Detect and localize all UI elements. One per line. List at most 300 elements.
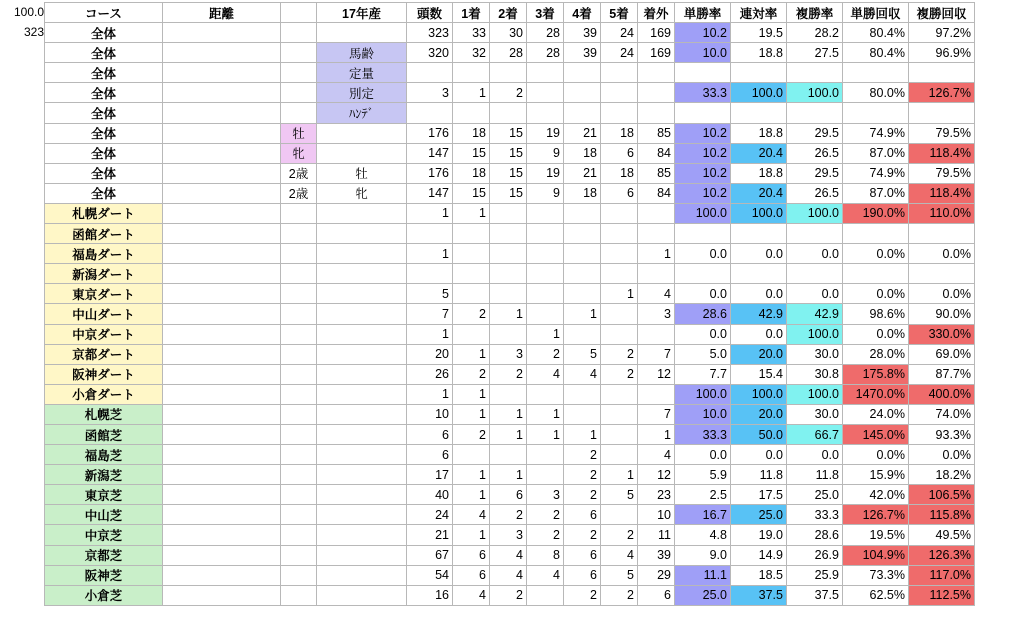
out-cell xyxy=(638,83,675,103)
second-cell: 15 xyxy=(490,143,527,163)
win-return-cell: 0.0% xyxy=(843,445,909,465)
win-return-cell: 28.0% xyxy=(843,344,909,364)
out-cell: 85 xyxy=(638,163,675,183)
fifth-cell: 2 xyxy=(601,364,638,384)
win-rate-cell: 25.0 xyxy=(675,585,731,605)
first-cell: 18 xyxy=(453,123,490,143)
win-return-cell: 62.5% xyxy=(843,585,909,605)
out-cell: 85 xyxy=(638,123,675,143)
win-return-cell: 80.4% xyxy=(843,43,909,63)
second-cell: 15 xyxy=(490,163,527,183)
fifth-cell xyxy=(601,264,638,284)
fourth-cell xyxy=(564,63,601,83)
win-rate-cell: 100.0 xyxy=(675,203,731,223)
first-cell: 1 xyxy=(453,485,490,505)
course-cell: 全体 xyxy=(45,23,163,43)
count-cell xyxy=(407,63,453,83)
out-cell: 4 xyxy=(638,284,675,304)
table-row xyxy=(45,505,975,525)
count-cell: 176 xyxy=(407,163,453,183)
col-count-header: 頭数 xyxy=(407,3,453,23)
distance-cell xyxy=(163,585,281,605)
count-cell: 5 xyxy=(407,284,453,304)
side-label-count: 323 xyxy=(23,25,44,39)
win-rate-cell: 10.2 xyxy=(675,183,731,203)
win-rate-cell: 10.2 xyxy=(675,23,731,43)
fourth-cell: 21 xyxy=(564,123,601,143)
third-cell: 19 xyxy=(527,163,564,183)
distance-cell xyxy=(163,364,281,384)
course-cell: 札幌ダート xyxy=(45,203,163,223)
show-return-cell: 400.0% xyxy=(909,384,975,404)
third-cell: 19 xyxy=(527,123,564,143)
show-return-cell: 110.0% xyxy=(909,203,975,223)
count-cell: 176 xyxy=(407,123,453,143)
distance-cell xyxy=(163,83,281,103)
show-return-cell: 112.5% xyxy=(909,585,975,605)
fifth-cell: 5 xyxy=(601,485,638,505)
show-rate-cell: 0.0 xyxy=(787,244,843,264)
second-cell xyxy=(490,203,527,223)
course-cell: 中京ダート xyxy=(45,324,163,344)
fourth-cell: 2 xyxy=(564,525,601,545)
out-cell xyxy=(638,224,675,244)
place-rate-cell xyxy=(731,63,787,83)
place-rate-cell: 18.8 xyxy=(731,43,787,63)
win-return-cell xyxy=(843,103,909,123)
second-cell xyxy=(490,224,527,244)
table-row xyxy=(45,203,975,223)
count-cell: 3 xyxy=(407,83,453,103)
place-rate-cell: 18.5 xyxy=(731,565,787,585)
fifth-cell: 2 xyxy=(601,585,638,605)
distance-cell xyxy=(163,43,281,63)
condition-cell: 馬齢 xyxy=(317,43,407,63)
second-cell: 2 xyxy=(490,505,527,525)
blank-cell xyxy=(281,585,317,605)
win-rate-cell: 10.2 xyxy=(675,123,731,143)
blank-cell xyxy=(281,83,317,103)
win-return-cell: 98.6% xyxy=(843,304,909,324)
col-distance-header: 距離 xyxy=(163,3,281,23)
condition-cell xyxy=(317,143,407,163)
fifth-cell xyxy=(601,63,638,83)
first-cell: 2 xyxy=(453,424,490,444)
third-cell xyxy=(527,244,564,264)
win-return-cell: 190.0% xyxy=(843,203,909,223)
fourth-cell xyxy=(564,264,601,284)
table-row xyxy=(45,404,975,424)
count-cell: 26 xyxy=(407,364,453,384)
distance-cell xyxy=(163,123,281,143)
show-rate-cell: 27.5 xyxy=(787,43,843,63)
second-cell: 28 xyxy=(490,43,527,63)
condition-cell: 別定 xyxy=(317,83,407,103)
blank-cell xyxy=(281,505,317,525)
fifth-cell: 1 xyxy=(601,284,638,304)
show-return-cell: 126.7% xyxy=(909,83,975,103)
fourth-cell: 18 xyxy=(564,183,601,203)
show-return-cell: 74.0% xyxy=(909,404,975,424)
col-out-header: 着外 xyxy=(638,3,675,23)
table-row xyxy=(45,485,975,505)
course-cell: 京都ダート xyxy=(45,344,163,364)
table-row xyxy=(45,384,975,404)
win-return-cell: 80.0% xyxy=(843,83,909,103)
condition-cell xyxy=(317,424,407,444)
table-row xyxy=(45,123,975,143)
table-row xyxy=(45,284,975,304)
condition-cell xyxy=(317,545,407,565)
table-row xyxy=(45,143,975,163)
fourth-cell: 39 xyxy=(564,43,601,63)
second-cell: 1 xyxy=(490,404,527,424)
third-cell: 1 xyxy=(527,324,564,344)
fourth-cell: 6 xyxy=(564,565,601,585)
first-cell: 2 xyxy=(453,304,490,324)
table-row xyxy=(45,465,975,485)
blank-cell xyxy=(281,284,317,304)
out-cell xyxy=(638,103,675,123)
fourth-cell xyxy=(564,203,601,223)
fifth-cell: 24 xyxy=(601,43,638,63)
count-cell: 7 xyxy=(407,304,453,324)
table-row xyxy=(45,324,975,344)
win-rate-cell: 5.9 xyxy=(675,465,731,485)
table-row xyxy=(45,264,975,284)
out-cell xyxy=(638,264,675,284)
show-rate-cell: 30.0 xyxy=(787,344,843,364)
col-3rd-header: 3着 xyxy=(527,3,564,23)
show-return-cell: 330.0% xyxy=(909,324,975,344)
out-cell xyxy=(638,63,675,83)
second-cell: 3 xyxy=(490,525,527,545)
distance-cell xyxy=(163,424,281,444)
win-rate-cell: 10.0 xyxy=(675,43,731,63)
show-return-cell: 87.7% xyxy=(909,364,975,384)
distance-cell xyxy=(163,304,281,324)
course-cell: 全体 xyxy=(45,143,163,163)
fifth-cell xyxy=(601,244,638,264)
place-rate-cell: 100.0 xyxy=(731,203,787,223)
count-cell: 1 xyxy=(407,244,453,264)
show-return-cell xyxy=(909,63,975,83)
win-return-cell: 1470.0% xyxy=(843,384,909,404)
place-rate-cell xyxy=(731,224,787,244)
show-return-cell: 118.4% xyxy=(909,143,975,163)
show-return-cell: 0.0% xyxy=(909,284,975,304)
first-cell xyxy=(453,324,490,344)
win-return-cell: 74.9% xyxy=(843,123,909,143)
fourth-cell: 1 xyxy=(564,424,601,444)
course-cell: 東京ダート xyxy=(45,284,163,304)
distance-cell xyxy=(163,224,281,244)
show-rate-cell: 29.5 xyxy=(787,123,843,143)
second-cell xyxy=(490,103,527,123)
condition-cell xyxy=(317,304,407,324)
win-return-cell: 74.9% xyxy=(843,163,909,183)
place-rate-cell: 0.0 xyxy=(731,284,787,304)
fourth-cell xyxy=(564,83,601,103)
out-cell: 84 xyxy=(638,183,675,203)
out-cell: 12 xyxy=(638,364,675,384)
distance-cell xyxy=(163,485,281,505)
fourth-cell: 2 xyxy=(564,485,601,505)
second-cell: 2 xyxy=(490,585,527,605)
fifth-cell xyxy=(601,103,638,123)
show-return-cell: 79.5% xyxy=(909,123,975,143)
win-return-cell: 0.0% xyxy=(843,284,909,304)
first-cell: 1 xyxy=(453,465,490,485)
second-cell xyxy=(490,445,527,465)
header-row xyxy=(45,3,975,23)
out-cell xyxy=(638,324,675,344)
second-cell: 1 xyxy=(490,304,527,324)
fourth-cell xyxy=(564,384,601,404)
place-rate-cell xyxy=(731,103,787,123)
show-rate-cell: 42.9 xyxy=(787,304,843,324)
win-rate-cell: 7.7 xyxy=(675,364,731,384)
place-rate-cell: 20.0 xyxy=(731,404,787,424)
col-4th-header: 4着 xyxy=(564,3,601,23)
condition-cell: 定量 xyxy=(317,63,407,83)
blank-cell xyxy=(281,485,317,505)
out-cell: 12 xyxy=(638,465,675,485)
place-rate-cell: 50.0 xyxy=(731,424,787,444)
fifth-cell: 6 xyxy=(601,143,638,163)
count-cell: 16 xyxy=(407,585,453,605)
win-return-cell: 145.0% xyxy=(843,424,909,444)
place-rate-cell: 19.0 xyxy=(731,525,787,545)
out-cell: 3 xyxy=(638,304,675,324)
col-show-return-header: 複勝回収 xyxy=(909,3,975,23)
place-rate-cell: 0.0 xyxy=(731,244,787,264)
count-cell: 17 xyxy=(407,465,453,485)
fourth-cell xyxy=(564,404,601,424)
show-rate-cell: 100.0 xyxy=(787,324,843,344)
first-cell: 2 xyxy=(453,364,490,384)
fifth-cell xyxy=(601,404,638,424)
show-rate-cell: 26.5 xyxy=(787,183,843,203)
condition-cell xyxy=(317,244,407,264)
place-rate-cell: 14.9 xyxy=(731,545,787,565)
place-rate-cell: 42.9 xyxy=(731,304,787,324)
win-rate-cell: 28.6 xyxy=(675,304,731,324)
third-cell xyxy=(527,384,564,404)
place-rate-cell: 100.0 xyxy=(731,83,787,103)
show-rate-cell: 25.9 xyxy=(787,565,843,585)
course-cell: 阪神ダート xyxy=(45,364,163,384)
first-cell: 6 xyxy=(453,565,490,585)
condition-cell: 牡 xyxy=(317,163,407,183)
show-return-cell xyxy=(909,103,975,123)
condition-cell xyxy=(317,224,407,244)
distance-cell xyxy=(163,143,281,163)
count-cell: 67 xyxy=(407,545,453,565)
out-cell: 23 xyxy=(638,485,675,505)
second-cell: 1 xyxy=(490,424,527,444)
second-cell: 4 xyxy=(490,565,527,585)
out-cell xyxy=(638,384,675,404)
show-return-cell: 49.5% xyxy=(909,525,975,545)
third-cell: 9 xyxy=(527,143,564,163)
course-cell: 全体 xyxy=(45,103,163,123)
blank-cell xyxy=(281,465,317,485)
count-cell: 54 xyxy=(407,565,453,585)
second-cell: 3 xyxy=(490,344,527,364)
win-rate-cell: 0.0 xyxy=(675,244,731,264)
course-cell: 全体 xyxy=(45,83,163,103)
out-cell: 4 xyxy=(638,445,675,465)
fourth-cell: 21 xyxy=(564,163,601,183)
fourth-cell xyxy=(564,103,601,123)
out-cell: 84 xyxy=(638,143,675,163)
win-return-cell: 87.0% xyxy=(843,143,909,163)
fourth-cell: 2 xyxy=(564,585,601,605)
blank-cell xyxy=(281,525,317,545)
condition-cell xyxy=(317,565,407,585)
fourth-cell xyxy=(564,324,601,344)
table-row xyxy=(45,364,975,384)
condition-cell xyxy=(317,284,407,304)
win-return-cell: 175.8% xyxy=(843,364,909,384)
first-cell: 15 xyxy=(453,143,490,163)
show-return-cell: 106.5% xyxy=(909,485,975,505)
out-cell: 39 xyxy=(638,545,675,565)
win-rate-cell: 4.8 xyxy=(675,525,731,545)
third-cell: 28 xyxy=(527,43,564,63)
win-return-cell: 73.3% xyxy=(843,565,909,585)
count-cell xyxy=(407,264,453,284)
table-row xyxy=(45,244,975,264)
distance-cell xyxy=(163,445,281,465)
place-rate-cell xyxy=(731,264,787,284)
fourth-cell: 1 xyxy=(564,304,601,324)
win-return-cell: 15.9% xyxy=(843,465,909,485)
show-rate-cell: 11.8 xyxy=(787,465,843,485)
condition-cell xyxy=(317,465,407,485)
blank-cell xyxy=(281,203,317,223)
count-cell: 24 xyxy=(407,505,453,525)
win-rate-cell: 33.3 xyxy=(675,424,731,444)
count-cell: 147 xyxy=(407,143,453,163)
first-cell xyxy=(453,445,490,465)
fourth-cell: 6 xyxy=(564,545,601,565)
first-cell: 1 xyxy=(453,203,490,223)
count-cell: 147 xyxy=(407,183,453,203)
blank-cell xyxy=(281,364,317,384)
first-cell: 1 xyxy=(453,404,490,424)
course-cell: 新潟ダート xyxy=(45,264,163,284)
condition-cell xyxy=(317,445,407,465)
out-cell: 6 xyxy=(638,585,675,605)
third-cell xyxy=(527,304,564,324)
blank-cell xyxy=(281,545,317,565)
table-row xyxy=(45,163,975,183)
win-rate-cell: 100.0 xyxy=(675,384,731,404)
third-cell: 1 xyxy=(527,424,564,444)
fifth-cell: 1 xyxy=(601,465,638,485)
first-cell xyxy=(453,284,490,304)
first-cell: 18 xyxy=(453,163,490,183)
win-return-cell: 104.9% xyxy=(843,545,909,565)
course-cell: 全体 xyxy=(45,123,163,143)
condition-cell xyxy=(317,324,407,344)
first-cell: 1 xyxy=(453,525,490,545)
col-condition-header: 17年産 xyxy=(317,3,407,23)
blank-cell xyxy=(281,424,317,444)
place-rate-cell: 25.0 xyxy=(731,505,787,525)
third-cell xyxy=(527,63,564,83)
show-rate-cell: 30.0 xyxy=(787,404,843,424)
place-rate-cell: 0.0 xyxy=(731,445,787,465)
fourth-cell: 2 xyxy=(564,465,601,485)
third-cell: 2 xyxy=(527,525,564,545)
place-rate-cell: 18.8 xyxy=(731,163,787,183)
course-cell: 新潟芝 xyxy=(45,465,163,485)
out-cell: 11 xyxy=(638,525,675,545)
distance-cell xyxy=(163,163,281,183)
third-cell xyxy=(527,465,564,485)
course-cell: 函館ダート xyxy=(45,224,163,244)
show-rate-cell xyxy=(787,63,843,83)
third-cell: 2 xyxy=(527,344,564,364)
win-return-cell: 0.0% xyxy=(843,324,909,344)
course-cell: 全体 xyxy=(45,183,163,203)
condition-cell xyxy=(317,585,407,605)
third-cell: 2 xyxy=(527,505,564,525)
third-cell: 28 xyxy=(527,23,564,43)
col-place-rate-header: 連対率 xyxy=(731,3,787,23)
table-row xyxy=(45,545,975,565)
place-rate-cell: 20.0 xyxy=(731,344,787,364)
fifth-cell xyxy=(601,445,638,465)
distance-cell xyxy=(163,545,281,565)
win-rate-cell: 9.0 xyxy=(675,545,731,565)
win-rate-cell xyxy=(675,264,731,284)
second-cell xyxy=(490,384,527,404)
show-return-cell: 90.0% xyxy=(909,304,975,324)
fourth-cell: 39 xyxy=(564,23,601,43)
col-5th-header: 5着 xyxy=(601,3,638,23)
place-rate-cell: 19.5 xyxy=(731,23,787,43)
second-cell: 6 xyxy=(490,485,527,505)
out-cell: 169 xyxy=(638,23,675,43)
out-cell: 10 xyxy=(638,505,675,525)
place-rate-cell: 17.5 xyxy=(731,485,787,505)
blank-cell: 牡 xyxy=(281,123,317,143)
show-return-cell: 97.2% xyxy=(909,23,975,43)
blank-cell xyxy=(281,304,317,324)
blank-cell xyxy=(281,43,317,63)
col-2nd-header: 2着 xyxy=(490,3,527,23)
blank-cell xyxy=(281,565,317,585)
table-row xyxy=(45,525,975,545)
course-cell: 東京芝 xyxy=(45,485,163,505)
first-cell: 4 xyxy=(453,585,490,605)
fifth-cell: 4 xyxy=(601,545,638,565)
blank-cell xyxy=(281,264,317,284)
second-cell: 4 xyxy=(490,545,527,565)
blank-cell xyxy=(281,324,317,344)
first-cell: 15 xyxy=(453,183,490,203)
win-rate-cell xyxy=(675,103,731,123)
win-return-cell xyxy=(843,264,909,284)
distance-cell xyxy=(163,203,281,223)
show-rate-cell: 100.0 xyxy=(787,384,843,404)
course-cell: 中山芝 xyxy=(45,505,163,525)
blank-cell xyxy=(281,244,317,264)
